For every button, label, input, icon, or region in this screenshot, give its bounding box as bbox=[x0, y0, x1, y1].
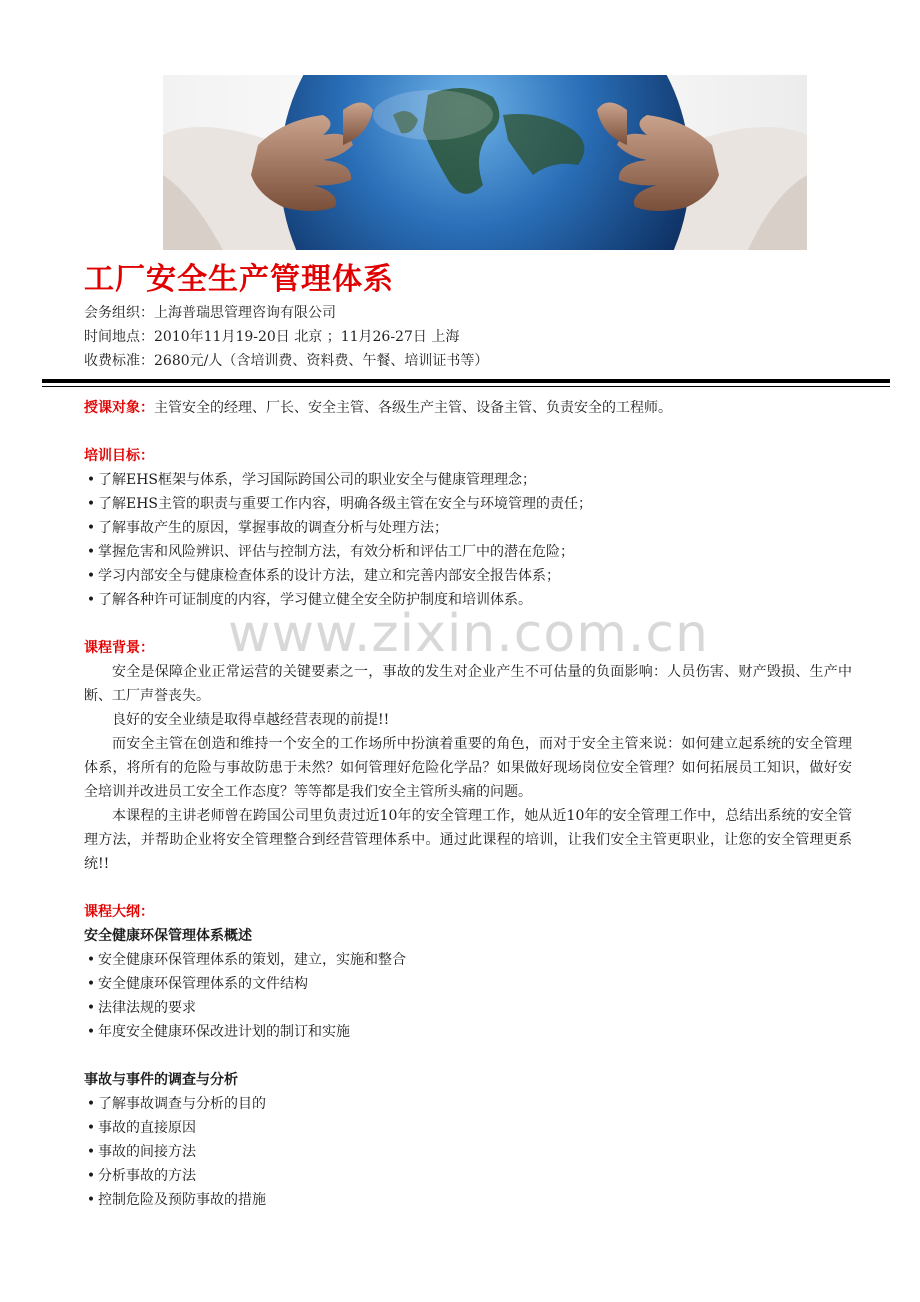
list-item: • 控制危险及预防事故的措施 bbox=[84, 1188, 852, 1212]
page-title: 工厂安全生产管理体系 bbox=[84, 262, 394, 297]
divider-thin bbox=[42, 386, 890, 387]
audience-row bbox=[84, 396, 852, 420]
list-item: • 安全健康环保管理体系的文件结构 bbox=[84, 972, 852, 996]
globe-in-hands-icon bbox=[163, 75, 807, 250]
audience-label: 授课对象： bbox=[84, 400, 154, 416]
bullet-icon: • bbox=[86, 544, 96, 560]
section-heading: 安全健康环保管理体系概述 bbox=[84, 928, 252, 944]
list-item: • 事故的间接方法 bbox=[84, 1140, 852, 1164]
list-item: • 法律法规的要求 bbox=[84, 996, 852, 1020]
list-item: • 了解EHS主管的职责与重要工作内容，明确各级主管在安全与环境管理的责任； bbox=[84, 492, 852, 516]
goals-label: 培训目标： bbox=[84, 448, 154, 464]
bullet-icon: • bbox=[86, 1000, 96, 1016]
bullet-icon: • bbox=[86, 1024, 96, 1040]
banner-image bbox=[163, 75, 807, 250]
list-item: • 了解各种许可证制度的内容，学习健立健全安全防护制度和培训体系。 bbox=[84, 588, 852, 612]
bullet-icon: • bbox=[86, 1120, 96, 1136]
outline-label: 课程大纲： bbox=[84, 904, 154, 920]
list-item: • 安全健康环保管理体系的策划，建立，实施和整合 bbox=[84, 948, 852, 972]
bullet-icon: • bbox=[86, 568, 96, 584]
bullet-icon: • bbox=[86, 1168, 96, 1184]
bullet-icon: • bbox=[86, 520, 96, 536]
meta-time-location: 时间地点：2010年11月19-20日 北京 ；11月26-27日 上海 bbox=[84, 329, 460, 345]
background-paragraph: 本课程的主讲老师曾在跨国公司里负责过近10年的安全管理工作，她从近10年的安全管理工作中，总结出系统的安全管理方法，并帮助企业将安全管理整合到经营管理体系中。通过此课程的培训，让我们安全主管更职业，让您的安全管理更系统!! bbox=[84, 808, 852, 872]
background-paragraph: 安全是保障企业正常运营的关键要素之一，事故的发生对企业产生不可估量的负面影响：人员伤害、财产毁损、生产中断、工厂声誉丧失。 bbox=[84, 664, 852, 704]
background-label: 课程背景： bbox=[84, 640, 154, 656]
section-heading: 事故与事件的调查与分析 bbox=[84, 1072, 238, 1088]
watermark: www.zixin.com.cn bbox=[228, 604, 709, 664]
meta-fee: 收费标准：2680元/人（含培训费、资料费、午餐、培训证书等） bbox=[84, 353, 489, 369]
bullet-icon: • bbox=[86, 496, 96, 512]
bullet-icon: • bbox=[86, 592, 96, 608]
audience-text: 主管安全的经理、厂长、安全主管、各级生产主管、设备主管、负责安全的工程师。 bbox=[154, 400, 672, 416]
bullet-icon: • bbox=[86, 952, 96, 968]
bullet-icon: • bbox=[86, 472, 96, 488]
list-item: • 了解EHS框架与体系，学习国际跨国公司的职业安全与健康管理理念； bbox=[84, 468, 852, 492]
bullet-icon: • bbox=[86, 1192, 96, 1208]
bullet-icon: • bbox=[86, 1096, 96, 1112]
list-item: • 年度安全健康环保改进计划的制订和实施 bbox=[84, 1020, 852, 1044]
main-content bbox=[84, 396, 852, 1212]
background-paragraph: 良好的安全业绩是取得卓越经营表现的前提!! bbox=[112, 712, 390, 728]
list-item: • 事故的直接原因 bbox=[84, 1116, 852, 1140]
divider-thick bbox=[42, 379, 890, 383]
list-item: • 了解事故产生的原因，掌握事故的调查分析与处理方法； bbox=[84, 516, 852, 540]
list-item: • 了解事故调查与分析的目的 bbox=[84, 1092, 852, 1116]
meta-organizer: 会务组织：上海普瑞思管理咨询有限公司 bbox=[84, 305, 336, 321]
list-item: • 掌握危害和风险辨识、评估与控制方法，有效分析和评估工厂中的潜在危险； bbox=[84, 540, 852, 564]
list-item: • 分析事故的方法 bbox=[84, 1164, 852, 1188]
bullet-icon: • bbox=[86, 976, 96, 992]
bullet-icon: • bbox=[86, 1144, 96, 1160]
list-item: • 学习内部安全与健康检查体系的设计方法，建立和完善内部安全报告体系； bbox=[84, 564, 852, 588]
background-paragraph: 而安全主管在创造和维持一个安全的工作场所中扮演着重要的角色，而对于安全主管来说：如何建立起系统的安全管理体系，将所有的危险与事故防患于未然？如何管理好危险化学品？如果做好现场岗位安全管理？如何拓展员工知识，做好安全培训并改进员工安全工作态度？等等都是我们安全主管所头痛的问题。 bbox=[84, 736, 852, 800]
